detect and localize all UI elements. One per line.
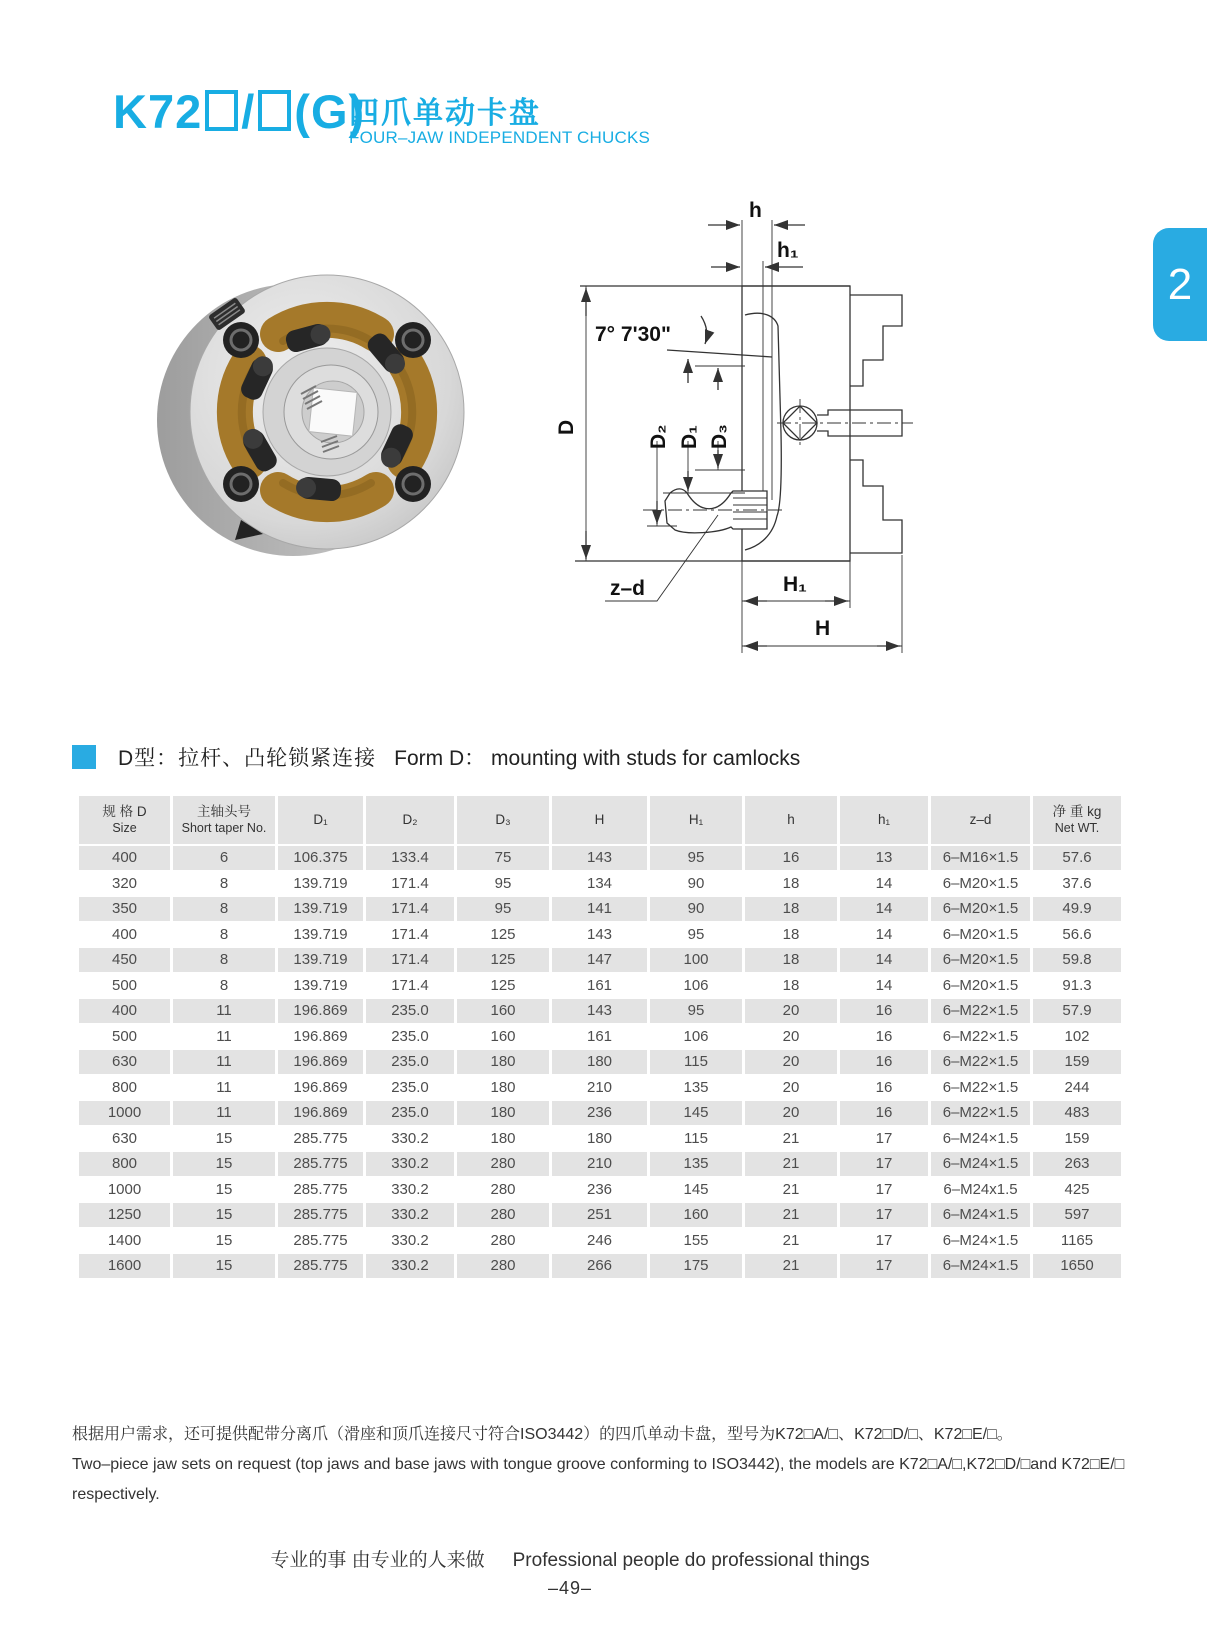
table-row xyxy=(79,1127,1121,1151)
table-cell: 155 xyxy=(650,1229,742,1253)
table-cell: 13 xyxy=(840,846,928,870)
table-cell: 280 xyxy=(457,1254,549,1278)
table-cell: 143 xyxy=(552,999,647,1023)
footer-slogan: 专业的事 由专业的人来做 Professional people do professional things xyxy=(270,1550,870,1571)
table-row xyxy=(79,974,1121,998)
table-cell: 180 xyxy=(457,1076,549,1100)
table-cell: 159 xyxy=(1033,1127,1121,1151)
table-cell: 106 xyxy=(650,1025,742,1049)
table-cell: 6–M22×1.5 xyxy=(931,1025,1030,1049)
table-cell: 6–M22×1.5 xyxy=(931,999,1030,1023)
table-cell: 21 xyxy=(745,1254,837,1278)
table-cell: 15 xyxy=(173,1152,275,1176)
spec-table xyxy=(76,794,1124,1280)
table-cell: 160 xyxy=(457,999,549,1023)
table-cell: 1000 xyxy=(79,1101,170,1125)
table-cell: 14 xyxy=(840,948,928,972)
table-cell: 160 xyxy=(457,1025,549,1049)
table-cell: 16 xyxy=(745,846,837,870)
center-square-hole xyxy=(309,388,357,436)
table-cell: 400 xyxy=(79,999,170,1023)
table-cell: 8 xyxy=(173,923,275,947)
table-cell: 18 xyxy=(745,974,837,998)
table-cell: 21 xyxy=(745,1152,837,1176)
table-cell: 6–M24×1.5 xyxy=(931,1254,1030,1278)
section-heading xyxy=(72,742,800,772)
table-cell: 57.6 xyxy=(1033,846,1121,870)
jaw-top xyxy=(850,295,902,386)
table-cell: 11 xyxy=(173,999,275,1023)
dim-label-H1: H₁ xyxy=(783,573,807,596)
table-cell: 1000 xyxy=(79,1178,170,1202)
column-header: H₁ xyxy=(650,796,742,844)
table-cell: 15 xyxy=(173,1229,275,1253)
table-cell: 171.4 xyxy=(366,948,454,972)
table-cell: 6–M16×1.5 xyxy=(931,846,1030,870)
table-cell: 171.4 xyxy=(366,974,454,998)
table-cell: 196.869 xyxy=(278,999,363,1023)
column-header: D₃ xyxy=(457,796,549,844)
table-cell: 350 xyxy=(79,897,170,921)
table-cell: 15 xyxy=(173,1178,275,1202)
table-cell: 235.0 xyxy=(366,1025,454,1049)
table-cell: 196.869 xyxy=(278,1025,363,1049)
table-row xyxy=(79,923,1121,947)
table-cell: 139.719 xyxy=(278,923,363,947)
table-cell: 6–M22×1.5 xyxy=(931,1076,1030,1100)
table-row xyxy=(79,1076,1121,1100)
table-cell: 235.0 xyxy=(366,1076,454,1100)
table-cell: 285.775 xyxy=(278,1178,363,1202)
table-cell: 159 xyxy=(1033,1050,1121,1074)
table-cell: 500 xyxy=(79,1025,170,1049)
taper-line xyxy=(667,350,772,357)
table-cell: 15 xyxy=(173,1127,275,1151)
page-title-en: FOUR–JAW INDEPENDENT CHUCKS xyxy=(349,128,651,147)
table-cell: 21 xyxy=(745,1127,837,1151)
table-row xyxy=(79,1178,1121,1202)
table-cell: 6–M24×1.5 xyxy=(931,1229,1030,1253)
table-cell: 400 xyxy=(79,846,170,870)
table-cell: 11 xyxy=(173,1076,275,1100)
table-cell: 235.0 xyxy=(366,1050,454,1074)
table-cell: 483 xyxy=(1033,1101,1121,1125)
table-cell: 161 xyxy=(552,1025,647,1049)
table-cell: 18 xyxy=(745,923,837,947)
table-cell: 320 xyxy=(79,872,170,896)
table-cell: 285.775 xyxy=(278,1254,363,1278)
table-cell: 20 xyxy=(745,1050,837,1074)
chapter-tab: 2 xyxy=(1153,228,1207,341)
table-cell: 280 xyxy=(457,1178,549,1202)
table-cell: 17 xyxy=(840,1127,928,1151)
table-cell: 125 xyxy=(457,948,549,972)
table-cell: 141 xyxy=(552,897,647,921)
table-cell: 59.8 xyxy=(1033,948,1121,972)
table-row xyxy=(79,999,1121,1023)
table-cell: 263 xyxy=(1033,1152,1121,1176)
table-cell: 236 xyxy=(552,1178,647,1202)
table-cell: 15 xyxy=(173,1203,275,1227)
table-cell: 330.2 xyxy=(366,1127,454,1151)
table-cell: 6–M24×1.5 xyxy=(931,1203,1030,1227)
table-cell: 102 xyxy=(1033,1025,1121,1049)
table-row xyxy=(79,897,1121,921)
table-cell: 16 xyxy=(840,1076,928,1100)
table-cell: 1165 xyxy=(1033,1229,1121,1253)
table-cell: 125 xyxy=(457,923,549,947)
table-cell: 14 xyxy=(840,974,928,998)
table-cell: 180 xyxy=(552,1127,647,1151)
table-cell: 1650 xyxy=(1033,1254,1121,1278)
table-cell: 143 xyxy=(552,923,647,947)
table-row xyxy=(79,846,1121,870)
table-cell: 285.775 xyxy=(278,1127,363,1151)
table-cell: 145 xyxy=(650,1101,742,1125)
table-cell: 17 xyxy=(840,1152,928,1176)
table-cell: 95 xyxy=(457,897,549,921)
table-cell: 800 xyxy=(79,1076,170,1100)
table-cell: 14 xyxy=(840,872,928,896)
table-cell: 20 xyxy=(745,999,837,1023)
table-cell: 21 xyxy=(745,1229,837,1253)
table-cell: 15 xyxy=(173,1254,275,1278)
table-cell: 400 xyxy=(79,923,170,947)
table-cell: 246 xyxy=(552,1229,647,1253)
table-cell: 115 xyxy=(650,1127,742,1151)
table-cell: 8 xyxy=(173,974,275,998)
table-cell: 161 xyxy=(552,974,647,998)
table-cell: 75 xyxy=(457,846,549,870)
table-cell: 133.4 xyxy=(366,846,454,870)
table-row xyxy=(79,1025,1121,1049)
dim-label-H: H xyxy=(815,617,831,640)
page-title-cn: 四爪单动卡盘 xyxy=(349,97,541,130)
table-row xyxy=(79,1254,1121,1278)
dim-label-D1: D₁ xyxy=(678,425,701,449)
table-cell: 330.2 xyxy=(366,1229,454,1253)
jaw-bottom xyxy=(850,460,902,553)
column-header: D₂ xyxy=(366,796,454,844)
table-cell: 630 xyxy=(79,1050,170,1074)
table-cell: 1600 xyxy=(79,1254,170,1278)
table-cell: 175 xyxy=(650,1254,742,1278)
table-cell: 196.869 xyxy=(278,1101,363,1125)
note-cn: 根据用户需求，还可提供配带分离爪（滑座和顶爪连接尺寸符合ISO3442）的四爪单动卡盘，型号为K72□A/□、K72□D/□、K72□E/□。 xyxy=(72,1426,1013,1443)
table-cell: 143 xyxy=(552,846,647,870)
dim-label-zd: z–d xyxy=(610,577,646,600)
section-bullet-icon xyxy=(72,745,96,769)
table-cell: 6–M24x1.5 xyxy=(931,1178,1030,1202)
table-cell: 134 xyxy=(552,872,647,896)
table-cell: 17 xyxy=(840,1229,928,1253)
table-cell: 100 xyxy=(650,948,742,972)
table-row xyxy=(79,948,1121,972)
note-en: Two–piece jaw sets on request (top jaws and base jaws with tongue groove conforming to ISO3442), the models are K72□A/□,K72□D/□and K72□E/□ respectively. xyxy=(72,1456,1125,1503)
table-cell: 18 xyxy=(745,897,837,921)
table-cell: 330.2 xyxy=(366,1254,454,1278)
table-cell: 180 xyxy=(552,1050,647,1074)
table-cell: 180 xyxy=(457,1101,549,1125)
table-cell: 49.9 xyxy=(1033,897,1121,921)
table-cell: 139.719 xyxy=(278,872,363,896)
table-cell: 95 xyxy=(650,999,742,1023)
table-cell: 147 xyxy=(552,948,647,972)
spec-table-body xyxy=(79,846,1121,1278)
spec-table-head xyxy=(79,796,1121,844)
table-cell: 145 xyxy=(650,1178,742,1202)
dim-label-h1: h₁ xyxy=(777,239,799,262)
section-title-en: Form D： mounting with studs for camlocks xyxy=(394,747,801,770)
table-cell: 17 xyxy=(840,1203,928,1227)
table-cell: 6–M20×1.5 xyxy=(931,872,1030,896)
table-cell: 285.775 xyxy=(278,1203,363,1227)
table-cell: 90 xyxy=(650,872,742,896)
table-cell: 21 xyxy=(745,1203,837,1227)
table-cell: 6–M22×1.5 xyxy=(931,1050,1030,1074)
table-cell: 235.0 xyxy=(366,1101,454,1125)
dim-label-D: D xyxy=(555,419,578,435)
table-cell: 20 xyxy=(745,1076,837,1100)
page-number: –49– xyxy=(547,1578,593,1598)
table-cell: 180 xyxy=(457,1050,549,1074)
column-header: D₁ xyxy=(278,796,363,844)
column-header: h xyxy=(745,796,837,844)
table-cell: 17 xyxy=(840,1178,928,1202)
table-cell: 17 xyxy=(840,1254,928,1278)
page-footer xyxy=(0,1545,1140,1599)
table-cell: 196.869 xyxy=(278,1050,363,1074)
table-cell: 16 xyxy=(840,1101,928,1125)
table-cell: 11 xyxy=(173,1101,275,1125)
table-cell: 57.9 xyxy=(1033,999,1121,1023)
dim-label-D3: D₃ xyxy=(708,424,731,449)
table-cell: 91.3 xyxy=(1033,974,1121,998)
table-cell: 244 xyxy=(1033,1076,1121,1100)
table-cell: 171.4 xyxy=(366,872,454,896)
table-cell: 8 xyxy=(173,872,275,896)
table-cell: 16 xyxy=(840,999,928,1023)
table-cell: 280 xyxy=(457,1203,549,1227)
table-cell: 18 xyxy=(745,872,837,896)
table-cell: 6–M22×1.5 xyxy=(931,1101,1030,1125)
table-cell: 285.775 xyxy=(278,1229,363,1253)
table-cell: 266 xyxy=(552,1254,647,1278)
placeholder-box-icon xyxy=(205,90,238,131)
table-cell: 330.2 xyxy=(366,1178,454,1202)
table-cell: 330.2 xyxy=(366,1152,454,1176)
table-cell: 171.4 xyxy=(366,923,454,947)
table-cell: 95 xyxy=(650,923,742,947)
table-cell: 6–M24×1.5 xyxy=(931,1152,1030,1176)
table-cell: 330.2 xyxy=(366,1203,454,1227)
table-cell: 236 xyxy=(552,1101,647,1125)
table-cell: 500 xyxy=(79,974,170,998)
table-cell: 280 xyxy=(457,1152,549,1176)
table-cell: 251 xyxy=(552,1203,647,1227)
table-cell: 21 xyxy=(745,1178,837,1202)
dimension-diagram xyxy=(515,183,940,661)
table-cell: 630 xyxy=(79,1127,170,1151)
table-cell: 90 xyxy=(650,897,742,921)
column-header: z–d xyxy=(931,796,1030,844)
table-cell: 171.4 xyxy=(366,897,454,921)
table-cell: 139.719 xyxy=(278,948,363,972)
column-header: 主轴头号 Short taper No. xyxy=(173,796,275,844)
table-cell: 106.375 xyxy=(278,846,363,870)
table-cell: 800 xyxy=(79,1152,170,1176)
table-cell: 125 xyxy=(457,974,549,998)
table-cell: 135 xyxy=(650,1076,742,1100)
table-cell: 95 xyxy=(457,872,549,896)
table-cell: 6–M24×1.5 xyxy=(931,1127,1030,1151)
table-cell: 139.719 xyxy=(278,897,363,921)
dim-label-D2: D₂ xyxy=(647,424,670,449)
section-title-cn: D型：拉杆、凸轮锁紧连接 xyxy=(118,747,377,770)
table-row xyxy=(79,1050,1121,1074)
table-cell: 1250 xyxy=(79,1203,170,1227)
table-cell: 14 xyxy=(840,897,928,921)
table-cell: 597 xyxy=(1033,1203,1121,1227)
table-cell: 20 xyxy=(745,1101,837,1125)
column-header: H xyxy=(552,796,647,844)
table-cell: 16 xyxy=(840,1025,928,1049)
table-cell: 425 xyxy=(1033,1178,1121,1202)
table-cell: 115 xyxy=(650,1050,742,1074)
column-header: 净 重 kg Net WT. xyxy=(1033,796,1121,844)
dim-label-h: h xyxy=(749,199,762,222)
table-cell: 16 xyxy=(840,1050,928,1074)
table-cell: 139.719 xyxy=(278,974,363,998)
table-cell: 285.775 xyxy=(278,1152,363,1176)
table-cell: 160 xyxy=(650,1203,742,1227)
table-row xyxy=(79,1203,1121,1227)
table-cell: 14 xyxy=(840,923,928,947)
table-cell: 11 xyxy=(173,1050,275,1074)
column-header: h₁ xyxy=(840,796,928,844)
table-cell: 6–M20×1.5 xyxy=(931,974,1030,998)
product-photo xyxy=(155,262,485,572)
table-row xyxy=(79,1101,1121,1125)
table-cell: 1400 xyxy=(79,1229,170,1253)
table-cell: 11 xyxy=(173,1025,275,1049)
table-cell: 8 xyxy=(173,897,275,921)
table-cell: 196.869 xyxy=(278,1076,363,1100)
table-cell: 6–M20×1.5 xyxy=(931,897,1030,921)
table-cell: 450 xyxy=(79,948,170,972)
table-row xyxy=(79,1152,1121,1176)
table-row xyxy=(79,872,1121,896)
table-cell: 8 xyxy=(173,948,275,972)
notes xyxy=(72,1420,1162,1510)
table-cell: 18 xyxy=(745,948,837,972)
table-cell: 6–M20×1.5 xyxy=(931,923,1030,947)
model-code: K72 / (G) xyxy=(113,85,366,138)
table-cell: 280 xyxy=(457,1229,549,1253)
table-row xyxy=(79,1229,1121,1253)
table-cell: 106 xyxy=(650,974,742,998)
table-cell: 135 xyxy=(650,1152,742,1176)
dim-label-angle: 7° 7'30" xyxy=(595,323,671,346)
table-cell: 210 xyxy=(552,1076,647,1100)
table-cell: 56.6 xyxy=(1033,923,1121,947)
placeholder-box-icon xyxy=(258,90,291,131)
table-cell: 6–M20×1.5 xyxy=(931,948,1030,972)
table-cell: 37.6 xyxy=(1033,872,1121,896)
table-cell: 6 xyxy=(173,846,275,870)
column-header: 规 格 D Size xyxy=(79,796,170,844)
chuck-body xyxy=(157,275,464,556)
table-cell: 235.0 xyxy=(366,999,454,1023)
table-cell: 20 xyxy=(745,1025,837,1049)
table-cell: 95 xyxy=(650,846,742,870)
table-cell: 210 xyxy=(552,1152,647,1176)
table-cell: 180 xyxy=(457,1127,549,1151)
